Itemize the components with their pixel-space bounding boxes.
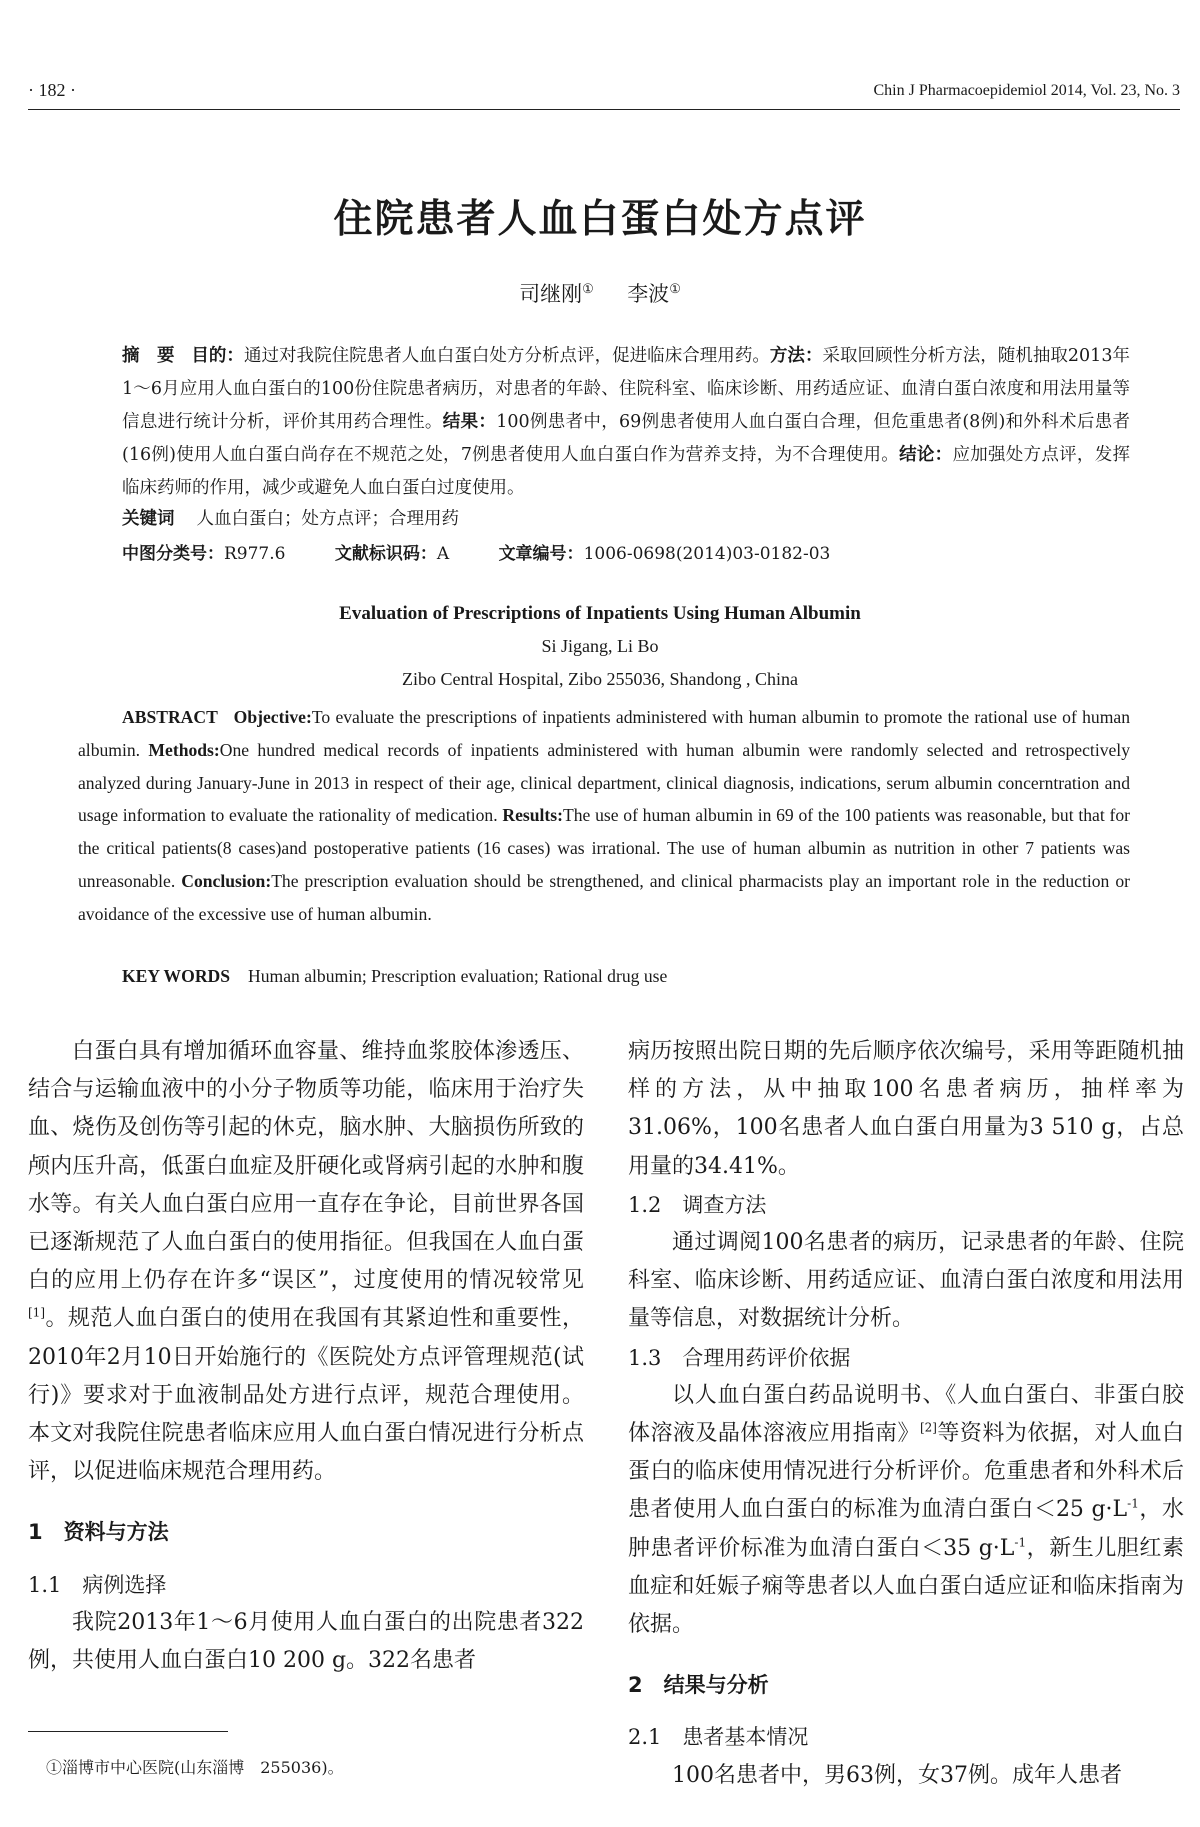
subsection-heading: 1.2 调查方法 [628,1192,767,1217]
affiliation-mark: ① [582,282,594,297]
english-abstract [78,701,1130,931]
clc-label: 中图分类号： [122,544,224,564]
unit-exponent: -1 [1127,1497,1139,1512]
section-heading: 2 结果与分析 [628,1673,769,1698]
reference-mark: [2] [919,1420,937,1435]
subsection-heading: 1.3 合理用药评价依据 [628,1345,851,1370]
english-title: Evaluation of Prescriptions of Inpatients Using Human Albumin [339,603,861,624]
keywords-text: Human albumin; Prescription evaluation; Rational drug use [248,966,668,986]
english-keywords [122,966,667,987]
conclusion-label: Conclusion: [181,870,272,891]
subsection-heading: 1.1 病例选择 [28,1572,167,1597]
criteria-text: ，水肿患者评价标准为血清白蛋白＜35 g·L [628,1497,1184,1561]
chinese-abstract [78,340,1130,505]
results-label: Results: [502,805,563,826]
methods-label: 方法： [769,346,823,366]
english-affiliation: Zibo Central Hospital, Zibo 255036, Shandong , China [402,669,798,689]
doc-code-label: 文献标识码： [334,544,437,564]
running-header [28,76,1180,110]
methods-text: One hundred medical records of inpatients administered with human albumin were randomly selected and retrospectively analyzed during January-June in 2013 in respect of their age, clinical department, clinical diagnosis, indications, serum albumin concerntration and usage information to evaluate the rationality of medication. [78,739,1130,826]
body-column-left [28,1033,584,1680]
criteria-text: 以人血白蛋白药品说明书、《人血白蛋白、非蛋白胶体溶液及晶体溶液应用指南》 [628,1382,1184,1447]
body-column-right [628,1033,1184,1795]
abstract-label: 摘 要 [122,346,175,366]
chinese-keywords [122,505,459,530]
body-paragraph: 我院2013年1～6月使用人血白蛋白的出院患者322例，共使用人血白蛋白10 200 g。322名患者 [28,1609,584,1674]
body-paragraph: 通过调阅100名患者的病历，记录患者的年龄、住院科室、临床诊断、用药适应证、血清白蛋白浓度和用法用量等信息，对数据统计分析。 [628,1230,1184,1332]
conclusion-text: 应加强处方点评，发挥临床药师的作用，减少或避免人血白蛋白过度使用。 [122,445,1130,498]
subsection-heading: 2.1 患者基本情况 [628,1725,809,1750]
methods-text: 采取回顾性分析方法，随机抽取2013年1～6月应用人血白蛋白的100份住院患者病历，对患者的年龄、住院科室、临床诊断、用药适应证、血清白蛋白浓度和用法用量等信息进行统计分析，评价其用药合理性。 [122,346,1130,432]
objective-text: 通过对我院住院患者人血白蛋白处方分析点评，促进临床合理用药。 [243,346,770,366]
intro-text: 白蛋白具有增加循环血容量、维持血浆胶体渗透压、结合与运输血液中的小分子物质等功能，临床用于治疗失血、烧伤及创伤等引起的休克，脑水肿、大脑损伤所致的颅内压升高，低蛋白血症及肝硬化或肾病引起的水肿和腹水等。有关人血白蛋白应用一直存在争论，目前世界各国已逐渐规范了人血白蛋白的使用指征。但我国在人血白蛋白的应用上仍存在许多“误区”，过度使用的情况较常见 [28,1039,584,1294]
affiliation-mark: ① [669,282,681,297]
footnote-rule [28,1731,228,1732]
results-text: The use of human albumin in 69 of the 100 patients was reasonable, but that for the critical patients(8 cases)and postoperative patients (16 cases) was irrational. The use of human albumin as nutrition in other 7 patients was unreasonable. [78,805,1130,891]
body-paragraph [628,1377,1184,1644]
keywords-text: 人血白蛋白；处方点评；合理用药 [196,509,459,529]
body-paragraph: 100名患者中，男63例，女37例。成年人患者 [672,1762,1122,1788]
methods-label: Methods: [148,739,220,760]
english-authors: Si Jigang, Li Bo [541,636,659,656]
objective-text: To evaluate the prescriptions of inpatients administered with human albumin to promote the rational use of human albumin. [78,707,1130,760]
criteria-text: 等资料为依据，对人血白蛋白的临床使用情况进行分析评价。危重患者和外科术后患者使用人血白蛋白的标准为血清白蛋白＜25 g·L [628,1421,1184,1523]
introduction-paragraph [28,1033,584,1491]
conclusion-text: The prescription evaluation should be strengthened, and clinical pharmacists play an important role in the reduction or avoidance of the excessive use of human albumin. [78,870,1130,924]
journal-citation: Chin J Pharmacoepidemiol 2014, Vol. 23, No. 3 [873,82,1180,99]
intro-text-continued: 。规范人血白蛋白的使用在我国有其紧迫性和重要性，2010年2月10日开始施行的《医院处方点评管理规范(试行)》要求对于血液制品处方进行点评，规范合理使用。本文对我院住院患者临床应用人血白蛋白情况进行分析点评，以促进临床规范合理用药。 [28,1306,584,1485]
objective-label: 目的： [191,346,244,366]
unit-exponent: -1 [1014,1535,1027,1550]
affiliation-footnote: ①淄博市中心医院(山东淄博 255036)。 [46,1758,344,1777]
results-label: 结果： [442,412,497,432]
author-list [0,278,1200,308]
author-name: 司继刚 [519,282,583,306]
results-text: 100例患者中，69例患者使用人血白蛋白合理，但危重患者(8例)和外科术后患者(16例)使用人血白蛋白尚存在不规范之处，7例患者使用人血白蛋白作为营养支持，为不合理使用。 [122,412,1131,465]
clc-value: R977.6 [224,544,286,564]
author-name: 李波 [627,282,670,306]
body-paragraph: 病历按照出院日期的先后顺序依次编号，采用等距随机抽样的方法，从中抽取100名患者病历，抽样率为31.06%，100名患者人血白蛋白用量为3 510 g，占总用量的34.41%。 [628,1039,1184,1179]
classification-line [122,539,1122,564]
objective-label: Objective: [233,707,312,727]
criteria-text: ，新生儿胆红素血症和妊娠子痫等患者以人血白蛋白适应证和临床指南为依据。 [628,1535,1184,1638]
section-heading: 1 资料与方法 [28,1520,169,1545]
article-number-label: 文章编号： [498,544,584,564]
doc-code-value: A [436,544,450,564]
keywords-label: 关键词 [122,509,175,529]
page-number: · 182 · [28,80,76,100]
keywords-label: KEY WORDS [122,966,231,986]
abstract-label: ABSTRACT [122,707,218,727]
article-number-value: 1006-0698(2014)03-0182-03 [583,544,831,564]
conclusion-label: 结论： [899,445,953,465]
article-title: 住院患者人血白蛋白处方点评 [333,197,867,242]
reference-mark: [1] [28,1306,45,1321]
